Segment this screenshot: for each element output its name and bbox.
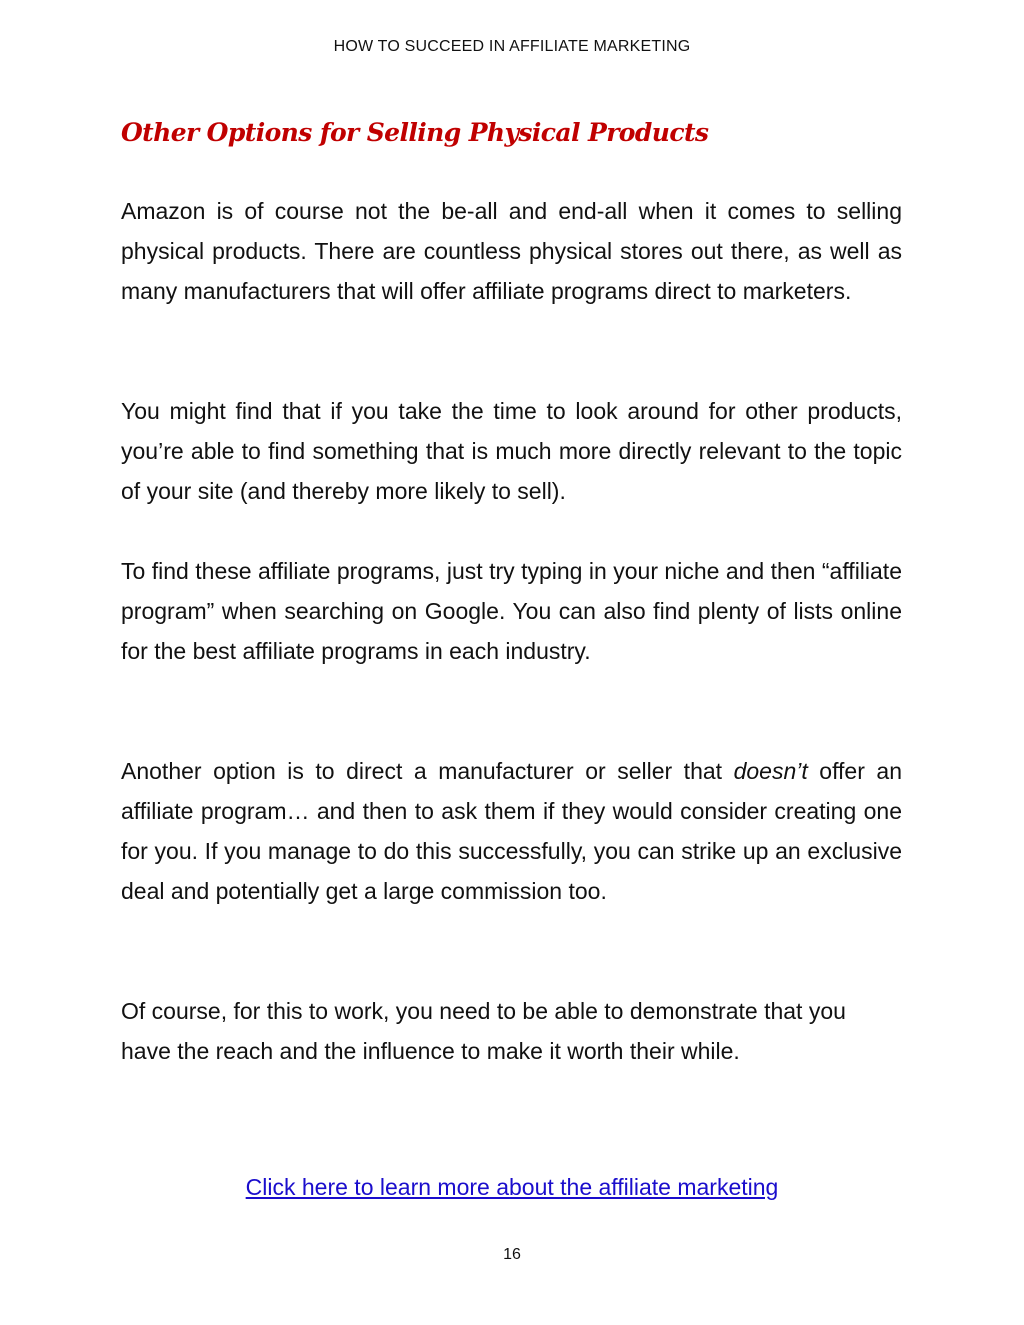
page-number: 16 xyxy=(503,1246,521,1263)
cta-line xyxy=(0,1167,1024,1207)
section-heading: Other Options for Selling Physical Products xyxy=(121,118,709,147)
paragraph-another-option-end: offer an affiliate program… and then to ask them if they would consider creating one for you. If you manage to do this successfully, you can strike up an exclusive deal and potentially get a large commission too. xyxy=(121,758,902,904)
paragraph-find-programs: To find these affiliate programs, just try typing in your niche and then “affiliate program” when searching on Google. You can also find plenty of lists online for the best affiliate programs in each industry. xyxy=(121,558,902,664)
paragraph-another-option xyxy=(121,751,902,911)
emphasis-doesnt: doesn’t xyxy=(733,758,808,784)
paragraph-other-products: You might find that if you take the time to look around for other products, you’re able to find something that is much more directly relevant to the topic of your site (and thereby more likely to sell). xyxy=(121,398,902,504)
learn-more-link[interactable]: Click here to learn more about the affiliate marketing xyxy=(245,1174,779,1200)
running-header: HOW TO SUCCEED IN AFFILIATE MARKETING xyxy=(333,38,691,55)
paragraph-demonstrate-reach: Of course, for this to work, you need to be able to demonstrate that you have the reach and the influence to make it worth their while. xyxy=(121,998,846,1064)
paragraph-amazon: Amazon is of course not the be-all and end-all when it comes to selling physical products. There are countless physical stores out there, as well as many manufacturers that will offer affiliate programs direct to marketers. xyxy=(121,198,902,304)
paragraph-another-option-start: Another option is to direct a manufacturer or seller that xyxy=(121,758,734,784)
